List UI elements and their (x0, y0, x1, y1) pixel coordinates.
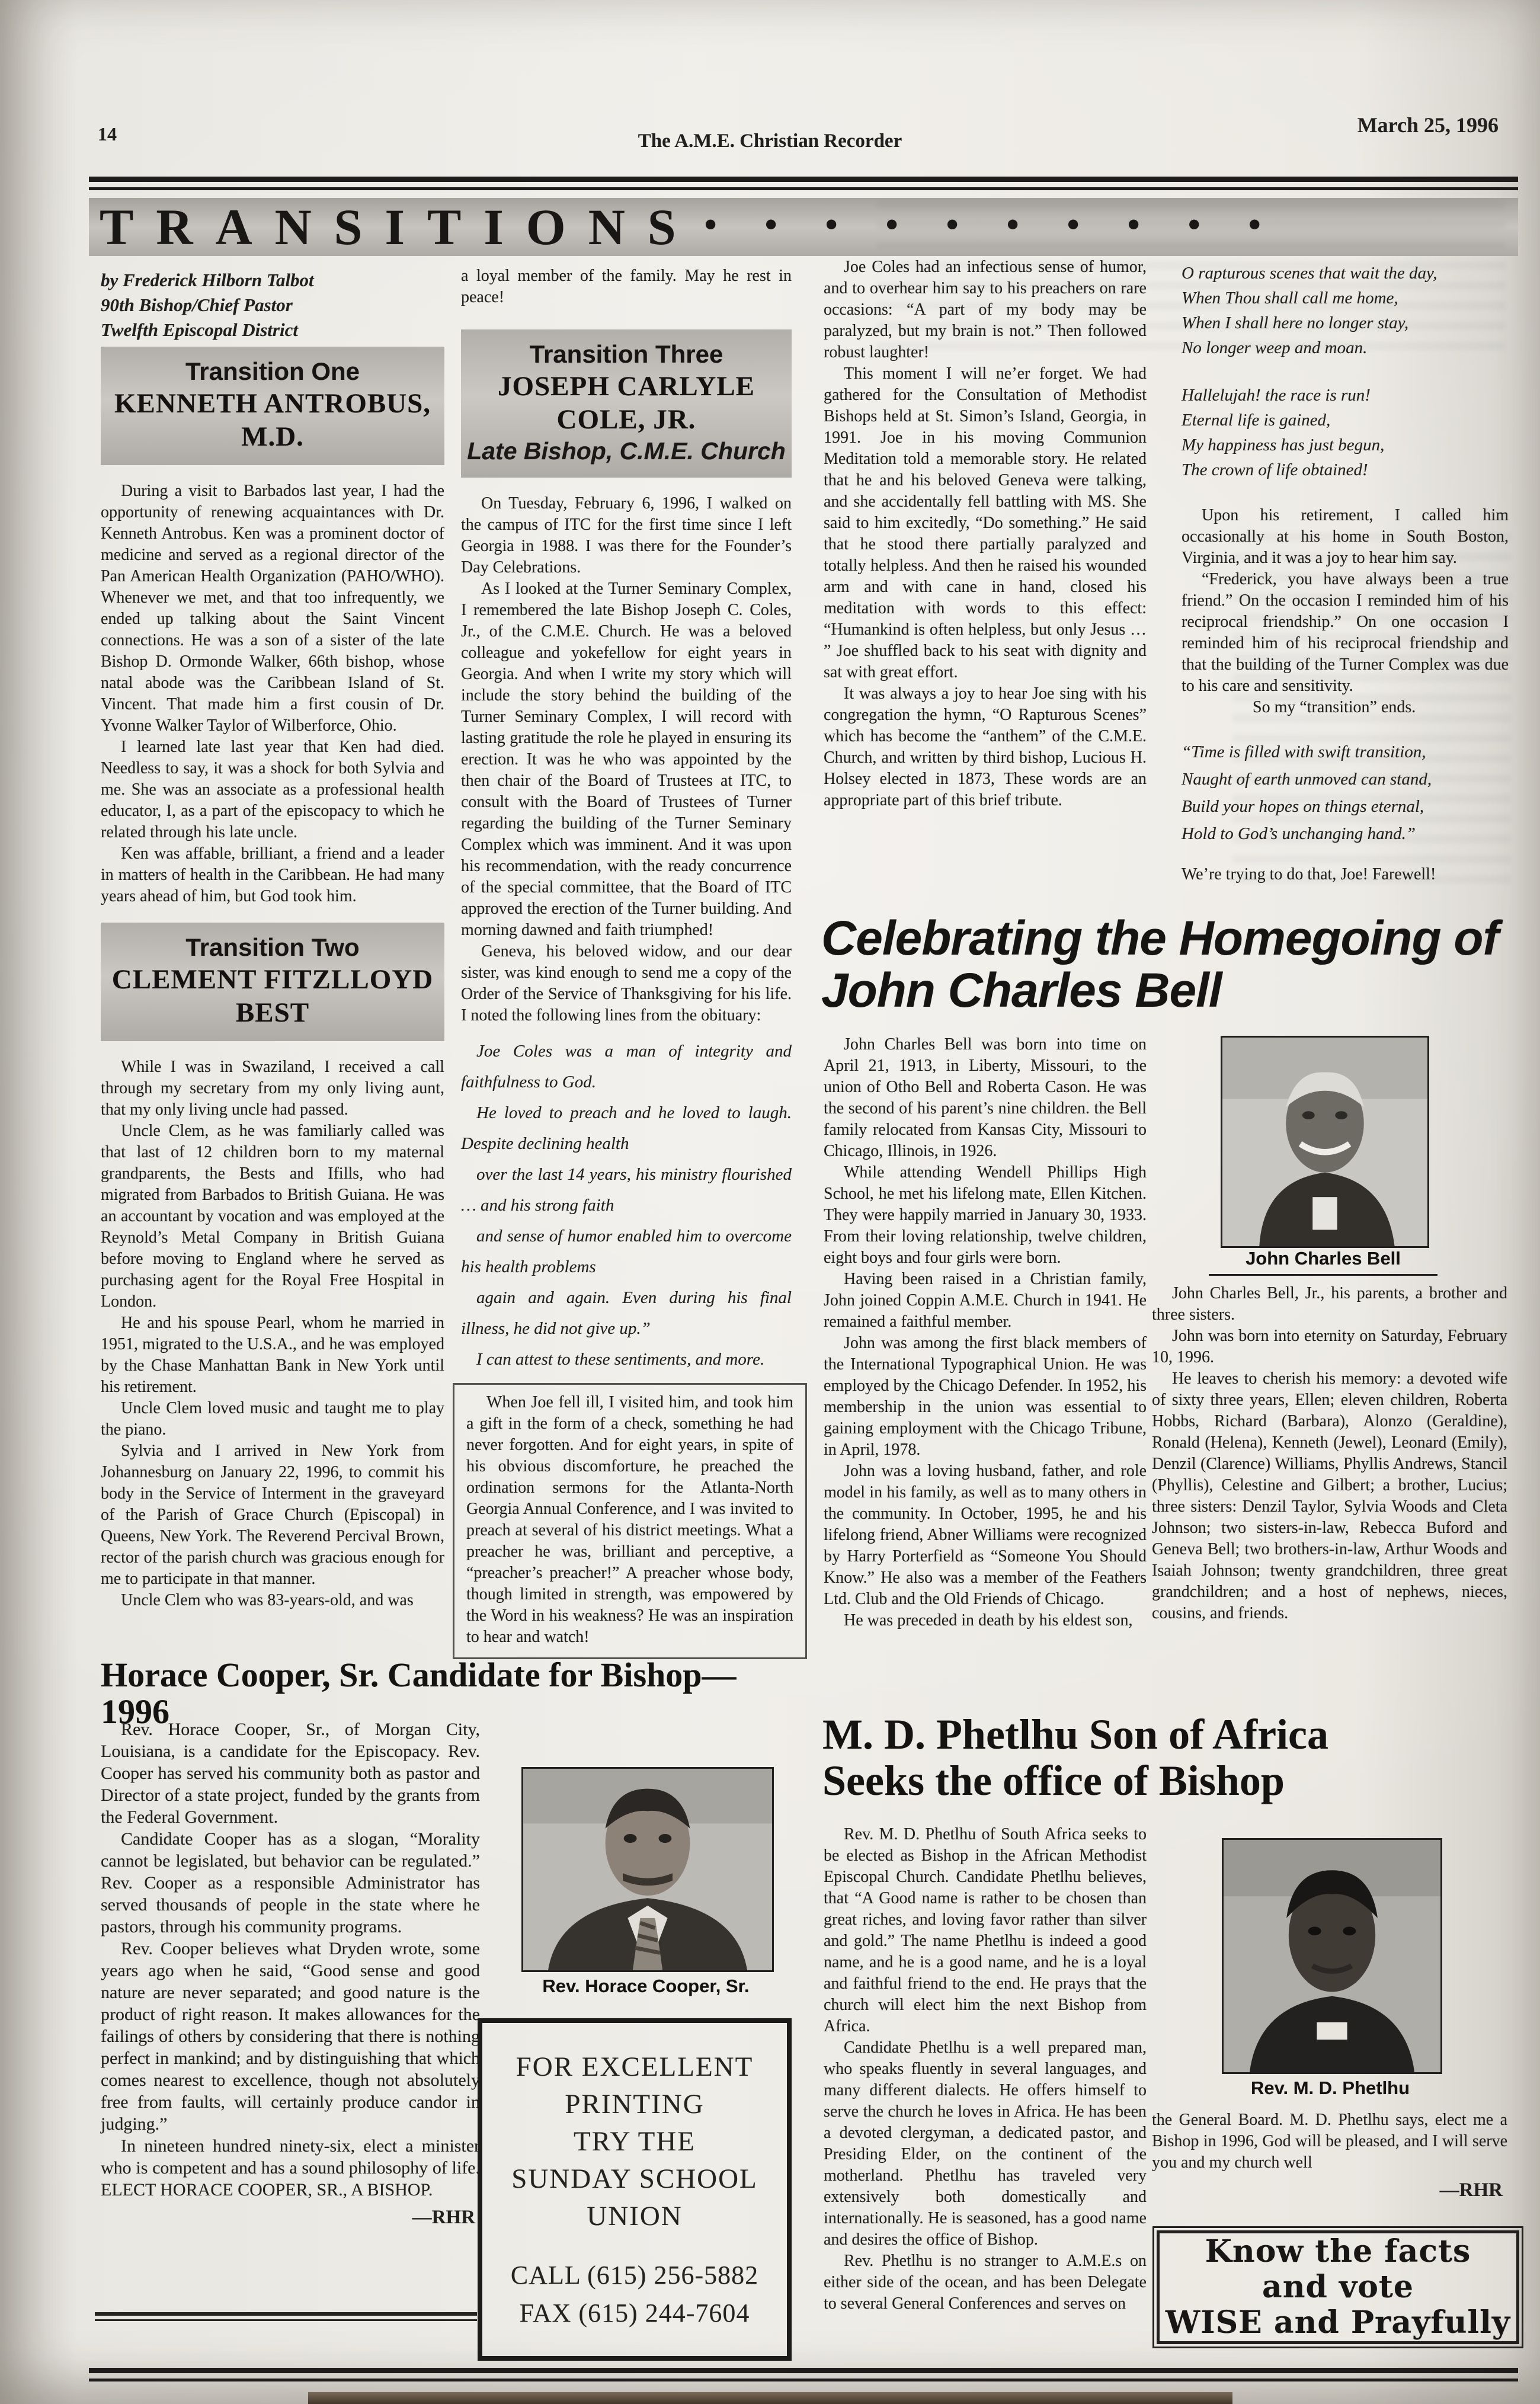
hymn-line: Hallelujah! the race is run! (1182, 386, 1371, 405)
runover-text: a loyal member of the family. May he rest in peace! (461, 267, 792, 306)
ad-line: SUNDAY SCHOOL (511, 2163, 758, 2194)
transition-two-heading (101, 923, 444, 1041)
quote-line: “Time is filled with swift transition, (1182, 742, 1426, 761)
article-paragraph: He and his spouse Pearl, whom he married in 1951, migrated to the U.S.A., and he was employed by the Chase Manhattan Bank in New York until his retirement. (101, 1314, 444, 1396)
hymn-stanza-one (1182, 261, 1509, 360)
masthead-dots: • • • • • • • • • • (704, 205, 1263, 244)
kicker-label: Transition Two (185, 933, 360, 961)
cooper-headline: Horace Cooper, Sr. Candidate for Bishop—1996 (101, 1656, 737, 1731)
publication-title: The A.M.E. Christian Recorder (638, 130, 902, 152)
article-paragraph: Rev. Horace Cooper, Sr., of Morgan City, Louisiana, is a candidate for the Episcopacy. Rev. Cooper has served his community both as pastor and Director of a state project, funded by the grants from the Federal Government. (101, 1720, 480, 1827)
byline (101, 268, 433, 342)
page-bottom-rule (89, 2368, 1518, 2381)
kicker-label: Transition Three (529, 340, 723, 368)
transition-ends-line: So my “transition” ends. (1253, 698, 1416, 716)
article-paragraph: In nineteen hundred ninety-six, elect a minister who is competent and has a sound philosophy of life. ELECT HORACE COOPER, SR., A BISHOP. (101, 2136, 480, 2200)
portrait-md-phetlhu (1224, 1840, 1440, 2072)
ad-fax-number: FAX (615) 244-7604 (519, 2298, 750, 2328)
hymn-line: The crown of life obtained! (1182, 460, 1368, 479)
article-paragraph: Having been raised in a Christian family, John joined Coppin A.M.E. Church in 1941. He remained a faithful member. (824, 1270, 1147, 1331)
ad-line: UNION (587, 2200, 683, 2232)
bell-photo-caption: John Charles Bell (1209, 1248, 1437, 1276)
obituary-line: again and again. Even during his final illness, he did not give up.” (461, 1288, 792, 1338)
byline-district: Twelfth Episcopal District (101, 319, 298, 340)
phetlhu-left-column (824, 1824, 1147, 2315)
phetlhu-headline (822, 1711, 1522, 1804)
hymn-line: Eternal life is gained, (1182, 411, 1331, 430)
article-paragraph: He leaves to cherish his memory: a devoted wife of sixty three years, Ellen; eleven children, Roberta Hobbs, Richard (Barbara), Alonzo (Geraldine), Ronald (Helena), Kenneth (Jewel), Leonard (Emily), Denzil (Clarence) Williams, Phyllis Andrews, Stancil (Phyllis), Celestine and Gilbert; a brother, Lucius; three sisters: Denzil Taylor, Sylvia Woods and Cleta Johnson; two sisters-in-law, Rebecca Buford and Geneva Bell; two brothers-in-law, Arthur Woods and Isaiah Johnson; twenty grandchildren, three great grandchildren; and a host of nephews, nieces, cousins, and friends. (1152, 1369, 1507, 1622)
phetlhu-signature: —RHR (1439, 2179, 1503, 2201)
article-paragraph: Candidate Phetlhu is a well prepared man, who speaks fluently in several languages, and many different dialects. He offers himself to serve the church he loves in Africa. He has been a devoted clergyman, a dedicated pastor, and Presiding Elder, on the continent of the motherland. Phetlhu has traveled very extensively both domestically and internationally. He is seasoned, has a good name and desires the office of Bishop. (824, 2038, 1147, 2249)
article-paragraph: When Joe fell ill, I visited him, and took him a gift in the form of a check, something he had never forgotten. And for eight years, in spite of his obvious discomforture, he preached the ordination sermons for the Atlanta-North Georgia Annual Conference, and I was invited to preach at several of his district meetings. What a preacher he was, brilliant and perceptive, a “preacher’s preacher!” A preacher whose body, though limited in strength, was empowered by the Word in his weakness? He was an inspiration to hear and watch! (466, 1393, 793, 1646)
page-number: 14 (98, 123, 117, 145)
column-four (1182, 261, 1509, 885)
article-paragraph: I learned late last year that Ken had died. Needless to say, it was a shock for both Sylvia and me. She was an associate as a professional health educator, I, as a part of the episcopacy to which he related through his late uncle. (101, 738, 444, 841)
ad-line: TRY THE (574, 2125, 696, 2157)
article-paragraph: Candidate Cooper has as a slogan, “Morality cannot be legislated, but behavior can be regulated.” Rev. Cooper as a responsible Administrator has served thousands of people in the state where he pastors, through his community programs. (101, 1829, 480, 1936)
bell-right-column (1152, 1283, 1507, 1624)
masthead-title: TRANSITIONS (100, 199, 699, 255)
article-paragraph: John was among the first black members of the International Typographical Union. He was employed by the Chicago Defender. In 1952, his membership in the union was essential to gaining employment with the Chicago Tribune, in April, 1978. (824, 1334, 1147, 1459)
column-two (461, 265, 792, 1659)
article-paragraph: This moment I will ne’er forget. We had gathered for the Consultation of Methodist Bishops held at St. Simon’s Island, Georgia, in 1991. Joe in his moving Communion Meditation told a memorable story. He related that he and his beloved Geneva were talking, and she accidentally fell battling with MS. She said to him excitedly, “Do something.” He said that he stood there partially paralyzed and totally helpless. And then he raised his wounded arm and with cane in hand, closed his meditation with words to this effect: “Humankind is often helpless, but only Jesus … ” Joe shuffled back to his seat with dignity and sat with great effort. (824, 364, 1147, 681)
article-paragraph: While attending Wendell Phillips High School, he met his lifelong mate, Ellen Kitchen. They were happily married in January 30, 1933. From their loving relationship, twelve children, eight boys and four girls were born. (824, 1163, 1147, 1267)
ad-copy (511, 2048, 758, 2235)
article-paragraph: He was preceded in death by his eldest son, (844, 1611, 1133, 1630)
quote-line: Hold to God’s unchanging hand.” (1182, 824, 1416, 843)
vote-wise-box (1157, 2230, 1519, 2344)
hymn-line: O rapturous scenes that wait the day, (1182, 264, 1437, 283)
quote-line: Build your hopes on things eternal, (1182, 797, 1424, 816)
deceased-title: Late Bishop, C.M.E. Church (467, 437, 786, 465)
phetlhu-headline-line1: M. D. Phetlhu Son of Africa (822, 1711, 1328, 1758)
cooper-column (101, 1718, 480, 2229)
article-paragraph: Sylvia and I arrived in New York from Johannesburg on January 22, 1996, to commit his body in the Service of Interment in the graveyard of the Parish of Grace Church (Episcopal) in Queens, New York. The Reverend Percival Brown, rector of the parish church was gracious enough for me to participate in that manner. (101, 1442, 444, 1588)
article-paragraph: Upon his retirement, I called him occasionally at his home in South Boston, Virginia, and it was a joy to hear him say. (1182, 506, 1509, 567)
ad-line: FOR EXCELLENT (516, 2051, 754, 2082)
phetlhu-body (824, 1824, 1147, 2315)
article-paragraph: Uncle Clem, as he was familiarly called was that last of 12 children born to my maternal grandparents, the Bests and Ifills, who had migrated from Barbados to British Guiana. He was an accountant by vocation and was employed at the Reynold’s Metal Company in British Guiana before moving to England where he served as purchasing agent for the Royal Free Hospital in London. (101, 1122, 444, 1311)
bell-left-body (824, 1034, 1147, 1631)
boxed-tribute (453, 1383, 807, 1659)
article-paragraph: “Frederick, you have always been a true friend.” On the occasion I reminded him of his reciprocal friendship.” On one occasion I reminded him of his reciprocal friendship and that the building of the Turner Complex was due to his care and sensitivity. (1182, 570, 1509, 695)
article-paragraph: John was a loving husband, father, and role model in his family, as well as to many others in the community. In October, 1995, he and his lifelong friend, Abner Williams were recognized by Harry Porterfield as “Someone You Should Know.” He also was a member of the Feathers Ltd. Club and the Old Friends of Chicago. (824, 1462, 1147, 1608)
article-paragraph: John was born into eternity on Saturday, February 10, 1996. (1152, 1327, 1507, 1366)
obituary-line: Joe Coles was a man of integrity and faithfulness to God. (461, 1042, 792, 1091)
cooper-photo-caption: Rev. Horace Cooper, Sr. (542, 1976, 750, 1996)
phetlhu-photo-caption: Rev. M. D. Phetlhu (1250, 2078, 1410, 2098)
hymn-line: When I shall here no longer stay, (1182, 313, 1409, 332)
cooper-signature: —RHR (412, 2207, 475, 2228)
vote-line3: WISE and Prayfully (1165, 2304, 1511, 2341)
transition-three-body (461, 493, 792, 1026)
ad-call-number: CALL (615) 256-5882 (510, 2260, 759, 2290)
obituary-line: I can attest to these sentiments, and more. (476, 1350, 765, 1369)
photo-md-phetlhu (1222, 1838, 1442, 2074)
hymn-line: My happiness has just begun, (1182, 436, 1385, 454)
bell-left-column (824, 1034, 1147, 1631)
quote-line: Naught of earth unmoved can stand, (1182, 770, 1432, 789)
transition-one-body (101, 481, 444, 907)
photo-horace-cooper (521, 1767, 774, 1972)
phetlhu-headline-line2: Seeks the office of Bishop (822, 1757, 1285, 1804)
desk-edge (308, 2392, 1232, 2404)
article-paragraph: During a visit to Barbados last year, I had the opportunity of renewing acquaintances with Dr. Kenneth Antrobus. Ken was a prominent doctor of medicine and served as a regional director of the Pan American Health Organization (PAHO/WHO). Whenever we met, and that too infrequently, we ended up talking about the Saint Vincent connections. He was a son of a sister of the late Bishop D. Ormonde Walker, 66th bishop, whose natal abode was the Caribbean Island of St. Vincent. That made him a first cousin of Dr. Yvonne Walker Taylor of Wilberforce, Ohio. (101, 482, 444, 735)
obituary-quote-lines (461, 1036, 792, 1375)
bell-right-body (1152, 1283, 1507, 1624)
hymn-line: When Thou shall call me home, (1182, 289, 1398, 308)
article-paragraph: Rev. M. D. Phetlhu of South Africa seeks to be elected as Bishop in the African Methodist Episcopal Church. Candidate Phetlhu believes, that “A Good name is rather to be chosen than great riches, and loving favor rather than silver and gold.” The name Phetlhu is indeed a good name, and he is a good name, and he is a loyal and faithful friend to the end. He prays that the church will elect him the next Bishop from Africa. (824, 1825, 1147, 2035)
cooper-section-rule (95, 2312, 477, 2321)
deceased-name: JOSEPH CARLYLE COLE, JR. (497, 371, 755, 435)
bell-headline (821, 913, 1520, 1017)
transition-three-heading (461, 329, 792, 478)
transition-two-body (101, 1057, 444, 1611)
article-paragraph: While I was in Swaziland, I received a call through my secretary from my only living aunt, that my only living uncle had passed. (101, 1058, 444, 1119)
photo-john-charles-bell (1221, 1036, 1429, 1248)
article-paragraph: It was always a joy to hear Joe sing with his congregation the hymn, “O Rapturous Scenes” which has become the “anthem” of the C.M.E. Church, and written by third bishop, Lucious H. Holsey elected in 1873, These words are an appropriate part of this brief tribute. (824, 684, 1147, 809)
ad-line: PRINTING (565, 2088, 705, 2120)
hymn-stanza-two (1182, 383, 1509, 482)
portrait-horace-cooper (523, 1769, 772, 1970)
byline-role: 90th Bishop/Chief Pastor (101, 295, 293, 315)
obituary-line: over the last 14 years, his ministry flourished … and his strong faith (461, 1165, 792, 1215)
article-paragraph: Ken was affable, brilliant, a friend and a leader in matters of health in the Caribbean. He had many years ahead of him, but God took him. (101, 844, 444, 905)
obituary-line: He loved to preach and he loved to laugh. Despite declining health (461, 1103, 792, 1153)
column-three (824, 257, 1147, 811)
article-paragraph: the General Board. M. D. Phetlhu says, elect me a Bishop in 1996, God will be pleased, and I will serve you and my church well (1152, 2111, 1507, 2172)
article-paragraph: John Charles Bell was born into time on April 21, 1913, in Liberty, Missouri, to the union of Otho Bell and Roberta Cason. He was the second of his parent’s nine children. the Bell family relocated from Kansas City, Missouri to Chicago, Illinois, in 1926. (824, 1035, 1147, 1160)
column-one (101, 347, 444, 1611)
article-paragraph: Joe Coles had an infectious sense of humor, and to overhear him say to his preachers on rare occasions: “A part of my body may be paralyzed, but my brain is not.” Then followed robust laughter! (824, 258, 1147, 361)
header-rule (89, 177, 1518, 190)
issue-date: March 25, 1996 (1357, 113, 1499, 137)
column-three-body (824, 257, 1147, 811)
hymn-quote (1182, 738, 1509, 847)
deceased-name: KENNETH ANTROBUS, M.D. (114, 388, 431, 452)
vote-line2: and vote (1262, 2269, 1414, 2305)
portrait-john-charles-bell (1222, 1038, 1427, 1246)
kicker-label: Transition One (185, 357, 360, 385)
phetlhu-right-column (1152, 2109, 1507, 2201)
bell-headline-line1: Celebrating the Homegoing of (821, 911, 1499, 965)
obituary-line: and sense of humor enabled him to overcome his health problems (461, 1227, 792, 1276)
article-paragraph: Geneva, his beloved widow, and our dear sister, was kind enough to send me a copy of the Order of the Service of Thanksgiving for his life. I noted the following lines from the obituary: (461, 942, 792, 1025)
bell-headline-line2: John Charles Bell (821, 963, 1222, 1017)
hymn-line: No longer weep and moan. (1182, 338, 1368, 357)
article-paragraph: Uncle Clem who was 83-years-old, and was (121, 1591, 414, 1609)
cooper-body (101, 1718, 480, 2201)
column-four-body (1182, 505, 1509, 697)
article-paragraph: As I looked at the Turner Seminary Complex, I remembered the late Bishop Joseph C. Coles, Jr., of the C.M.E. Church. He was a beloved colleague and yokefellow for eight years in Georgia. And when I write my story which will include the story behind the building of the Turner Seminary Complex, I will record with lasting gratitude the role he played in ensuring its erection. It was he who was appointed by the then chair of the Board of Trustees at ITC, to consult with the Board of Trustees of Turner regarding the building of the Turner Seminary Complex which was imminent. And it was upon his recommendation, with the ready concurrence of the special committee, that the Board of ITC approved the erection of the Turner building. And morning dawned and faith triumphed! (461, 580, 792, 939)
deceased-name: CLEMENT FITZLLOYD BEST (111, 964, 434, 1028)
byline-author: by Frederick Hilborn Talbot (101, 270, 314, 290)
sunday-school-union-ad (478, 2018, 792, 2361)
farewell-line: We’re trying to do that, Joe! Farewell! (1182, 865, 1436, 884)
article-paragraph: John Charles Bell, Jr., his parents, a brother and three sisters. (1152, 1284, 1507, 1324)
transition-one-heading (101, 347, 444, 465)
article-paragraph: Rev. Phetlhu is no stranger to A.M.E.s on either side of the ocean, and has been Delegate to several General Conferences and serves on (824, 2252, 1147, 2313)
article-paragraph: On Tuesday, February 6, 1996, I walked on the campus of ITC for the first time since I left Georgia in 1988. I was there for the Founder’s Day Celebrations. (461, 494, 792, 577)
vote-line1: Know the facts (1205, 2233, 1471, 2269)
article-paragraph: Uncle Clem loved music and taught me to play the piano. (101, 1399, 444, 1439)
article-paragraph: Rev. Cooper believes what Dryden wrote, some years ago when he said, “Good sense and good nature are never separated; and good nature is the product of right reason. It makes allowances for the failings of others by considering that there is nothing perfect in mankind; and by distinguishing that which comes nearest to excellence, though not absolutely free from faults, will certainly produce candor in judging.” (101, 1939, 480, 2134)
